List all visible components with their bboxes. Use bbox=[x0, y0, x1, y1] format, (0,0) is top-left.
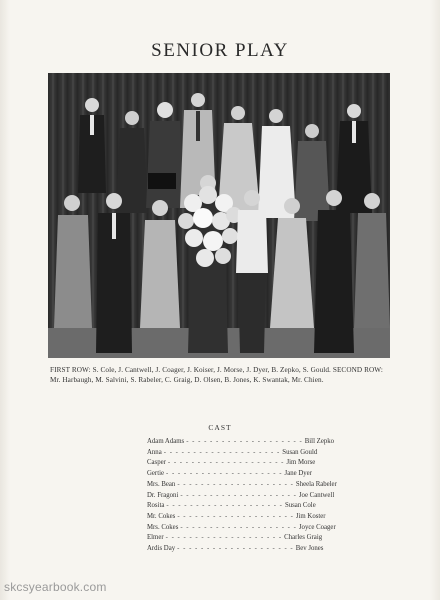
cast-row bbox=[147, 512, 326, 523]
cast-leader: - - - - - - - - - - - - - - - - - - - - bbox=[163, 448, 281, 456]
cast-role: Gertie bbox=[147, 470, 164, 478]
cast-row bbox=[147, 469, 312, 480]
cast-role: Elmer bbox=[147, 534, 164, 542]
cast-role: Mr. Cokes bbox=[147, 512, 176, 520]
cast-row bbox=[147, 491, 335, 502]
cast-heading: CAST bbox=[208, 423, 232, 432]
cast-actor: Bev Jones bbox=[295, 545, 324, 553]
cast-leader: - - - - - - - - - - - - - - - - - - - - bbox=[165, 534, 283, 542]
cast-role: Ardis Day bbox=[147, 545, 176, 553]
cast-role: Casper bbox=[147, 459, 166, 467]
cast-role: Mrs. Bean bbox=[147, 480, 176, 488]
cast-row bbox=[147, 523, 336, 534]
cast-actor: Susan Gould bbox=[282, 448, 318, 456]
cast-actor: Susan Cole bbox=[284, 502, 316, 510]
cast-leader: - - - - - - - - - - - - - - - - - - - - bbox=[177, 512, 294, 520]
cast-list bbox=[147, 437, 337, 555]
cast-actor: Jim Morse bbox=[286, 459, 316, 467]
cast-row bbox=[147, 544, 324, 555]
photo-caption: FIRST ROW: S. Cole, J. Cantwell, J. Coager, J. Koiser, J. Morse, J. Dyer, B. Zepko, S. Gould. SECOND ROW: Mr. Harbaugh, M. Salvini, S. Rabeler, C. Graig, D. Olsen, B. Jones, K. Swantak, Mr. Chien. bbox=[50, 366, 383, 385]
group-photo-illustration bbox=[48, 73, 390, 358]
cast-leader: - - - - - - - - - - - - - - - - - - - - bbox=[167, 459, 285, 467]
cast-row bbox=[147, 458, 316, 469]
cast-actor: Joe Cantwell bbox=[298, 491, 335, 499]
cast-leader: - - - - - - - - - - - - - - - - - - - - bbox=[180, 523, 297, 531]
cast-actor: Sheela Rabeler bbox=[295, 480, 337, 488]
cast-leader: - - - - - - - - - - - - - - - - - - - - bbox=[186, 438, 303, 445]
cast-actor: Charles Graig bbox=[284, 534, 323, 542]
cast-leader: - - - - - - - - - - - - - - - - - - - - bbox=[180, 491, 297, 499]
cast-actor: Jane Dyer bbox=[284, 470, 312, 478]
group-photo bbox=[48, 73, 390, 358]
cast-row bbox=[147, 448, 318, 459]
cast-role: Mrs. Cokes bbox=[147, 523, 179, 531]
cast-row bbox=[147, 437, 335, 448]
site-watermark: skcsyearbook.com bbox=[4, 580, 107, 594]
cast-actor: Jim Koster bbox=[295, 512, 326, 520]
page-title: SENIOR PLAY bbox=[151, 40, 289, 61]
cast-role: Anna bbox=[147, 448, 162, 456]
cast-row bbox=[147, 480, 337, 491]
cast-leader: - - - - - - - - - - - - - - - - - - - - bbox=[166, 502, 283, 510]
cast-role: Rosita bbox=[147, 502, 165, 510]
cast-row bbox=[147, 533, 323, 544]
cast-row bbox=[147, 501, 316, 512]
cast-leader: - - - - - - - - - - - - - - - - - - - - bbox=[177, 545, 294, 553]
cast-leader: - - - - - - - - - - - - - - - - - - - - bbox=[177, 480, 294, 488]
cast-actor: Joyce Coager bbox=[298, 523, 336, 531]
cast-role: Adam Adams bbox=[147, 438, 185, 445]
cast-actor: Bill Zepko bbox=[304, 438, 335, 445]
cast-role: Dr. Fragoni bbox=[147, 491, 179, 499]
cast-leader: - - - - - - - - - - - - - - - - - - - - bbox=[165, 470, 283, 478]
